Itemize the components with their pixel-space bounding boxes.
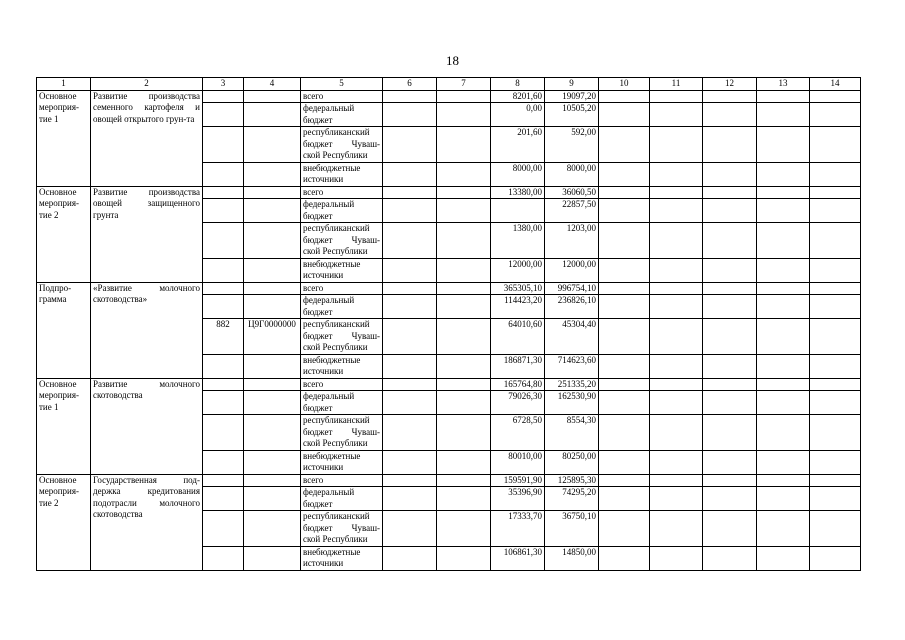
budget-code bbox=[203, 474, 244, 487]
item-title: Развитие производства овощей защищенного грунта bbox=[91, 186, 203, 282]
value-col8: 6728,50 bbox=[491, 415, 545, 451]
value-col9: 996754,10 bbox=[545, 282, 599, 295]
value-col8: 186871,30 bbox=[491, 354, 545, 378]
funding-source: федеральный бюджет bbox=[301, 199, 383, 223]
column-header: 2 bbox=[91, 78, 203, 91]
column-header: 12 bbox=[703, 78, 757, 91]
budget-code bbox=[203, 90, 244, 103]
value-col9: 12000,00 bbox=[545, 258, 599, 282]
value-col9: 14850,00 bbox=[545, 546, 599, 570]
value-col8: 64010,60 bbox=[491, 319, 545, 355]
column-header: 6 bbox=[383, 78, 437, 91]
value-col8: 13380,00 bbox=[491, 186, 545, 199]
funding-source: внебюджетные источники bbox=[301, 450, 383, 474]
funding-source: федеральный бюджет bbox=[301, 487, 383, 511]
value-col9: 45304,40 bbox=[545, 319, 599, 355]
value-col8: 159591,90 bbox=[491, 474, 545, 487]
value-col8: 0,00 bbox=[491, 103, 545, 127]
column-header: 5 bbox=[301, 78, 383, 91]
value-col8: 165764,80 bbox=[491, 378, 545, 391]
table-row bbox=[37, 186, 861, 199]
funding-source: республиканский бюджет Чуваш-ской Республики bbox=[301, 223, 383, 259]
funding-source: всего bbox=[301, 282, 383, 295]
item-type: Основное мероприя-тие 2 bbox=[37, 186, 91, 282]
funding-source: всего bbox=[301, 378, 383, 391]
value-col8: 12000,00 bbox=[491, 258, 545, 282]
item-type: Подпро-грамма bbox=[37, 282, 91, 378]
value-col8: 8000,00 bbox=[491, 162, 545, 186]
table-row bbox=[37, 378, 861, 391]
funding-source: всего bbox=[301, 474, 383, 487]
target-code: Ц9Г0000000 bbox=[244, 319, 301, 355]
target-code bbox=[244, 186, 301, 199]
column-header: 10 bbox=[599, 78, 650, 91]
funding-source: всего bbox=[301, 90, 383, 103]
column-header: 3 bbox=[203, 78, 244, 91]
value-col8: 365305,10 bbox=[491, 282, 545, 295]
table-row bbox=[37, 282, 861, 295]
column-header: 13 bbox=[757, 78, 810, 91]
target-code bbox=[244, 378, 301, 391]
target-code bbox=[244, 90, 301, 103]
value-col9: 714623,60 bbox=[545, 354, 599, 378]
item-type: Основное мероприя-тие 2 bbox=[37, 474, 91, 570]
table-row bbox=[37, 474, 861, 487]
funding-source: внебюджетные источники bbox=[301, 258, 383, 282]
value-col8 bbox=[491, 199, 545, 223]
item-title: «Развитие молочного скотоводства» bbox=[91, 282, 203, 378]
page-number: 18 bbox=[446, 53, 459, 68]
funding-source: внебюджетные источники bbox=[301, 354, 383, 378]
funding-source: внебюджетные источники bbox=[301, 162, 383, 186]
value-col8: 17333,70 bbox=[491, 511, 545, 547]
value-col9: 10505,20 bbox=[545, 103, 599, 127]
budget-table bbox=[36, 77, 861, 571]
value-col8: 8201,60 bbox=[491, 90, 545, 103]
target-code bbox=[244, 474, 301, 487]
value-col9: 22857,50 bbox=[545, 199, 599, 223]
column-header: 4 bbox=[244, 78, 301, 91]
funding-source: республиканский бюджет Чуваш-ской Республики bbox=[301, 127, 383, 163]
funding-source: республиканский бюджет Чуваш-ской Республики bbox=[301, 415, 383, 451]
table-row bbox=[37, 90, 861, 103]
item-title: Развитие производства семенного картофеля и овощей открытого грун-та bbox=[91, 90, 203, 186]
column-header: 1 bbox=[37, 78, 91, 91]
value-col8: 114423,20 bbox=[491, 295, 545, 319]
funding-source: республиканский бюджет Чуваш-ской Республики bbox=[301, 319, 383, 355]
value-col8: 79026,30 bbox=[491, 391, 545, 415]
column-number-row bbox=[37, 78, 861, 91]
budget-code bbox=[203, 378, 244, 391]
value-col9: 125895,30 bbox=[545, 474, 599, 487]
funding-source: республиканский бюджет Чуваш-ской Республики bbox=[301, 511, 383, 547]
value-col9: 36750,10 bbox=[545, 511, 599, 547]
value-col8: 106861,30 bbox=[491, 546, 545, 570]
budget-code bbox=[203, 186, 244, 199]
funding-source: внебюджетные источники bbox=[301, 546, 383, 570]
value-col8: 35396,90 bbox=[491, 487, 545, 511]
budget-code: 882 bbox=[203, 319, 244, 355]
item-type: Основное мероприя-тие 1 bbox=[37, 90, 91, 186]
column-header: 8 bbox=[491, 78, 545, 91]
column-header: 14 bbox=[810, 78, 861, 91]
funding-source: федеральный бюджет bbox=[301, 295, 383, 319]
value-col9: 1203,00 bbox=[545, 223, 599, 259]
column-header: 11 bbox=[650, 78, 703, 91]
value-col9: 251335,20 bbox=[545, 378, 599, 391]
value-col9: 36060,50 bbox=[545, 186, 599, 199]
value-col8: 1380,00 bbox=[491, 223, 545, 259]
value-col8: 80010,00 bbox=[491, 450, 545, 474]
value-col9: 74295,20 bbox=[545, 487, 599, 511]
funding-source: всего bbox=[301, 186, 383, 199]
value-col9: 19097,20 bbox=[545, 90, 599, 103]
item-type: Основное мероприя-тие 1 bbox=[37, 378, 91, 474]
value-col9: 592,00 bbox=[545, 127, 599, 163]
funding-source: федеральный бюджет bbox=[301, 103, 383, 127]
value-col9: 8554,30 bbox=[545, 415, 599, 451]
funding-source: федеральный бюджет bbox=[301, 391, 383, 415]
item-title: Развитие молочного скотоводства bbox=[91, 378, 203, 474]
value-col9: 162530,90 bbox=[545, 391, 599, 415]
column-header: 9 bbox=[545, 78, 599, 91]
item-title: Государственная под-держка кредитования подотрасли молочного скотоводства bbox=[91, 474, 203, 570]
value-col9: 80250,00 bbox=[545, 450, 599, 474]
value-col9: 236826,10 bbox=[545, 295, 599, 319]
value-col9: 8000,00 bbox=[545, 162, 599, 186]
column-header: 7 bbox=[437, 78, 491, 91]
value-col8: 201,60 bbox=[491, 127, 545, 163]
